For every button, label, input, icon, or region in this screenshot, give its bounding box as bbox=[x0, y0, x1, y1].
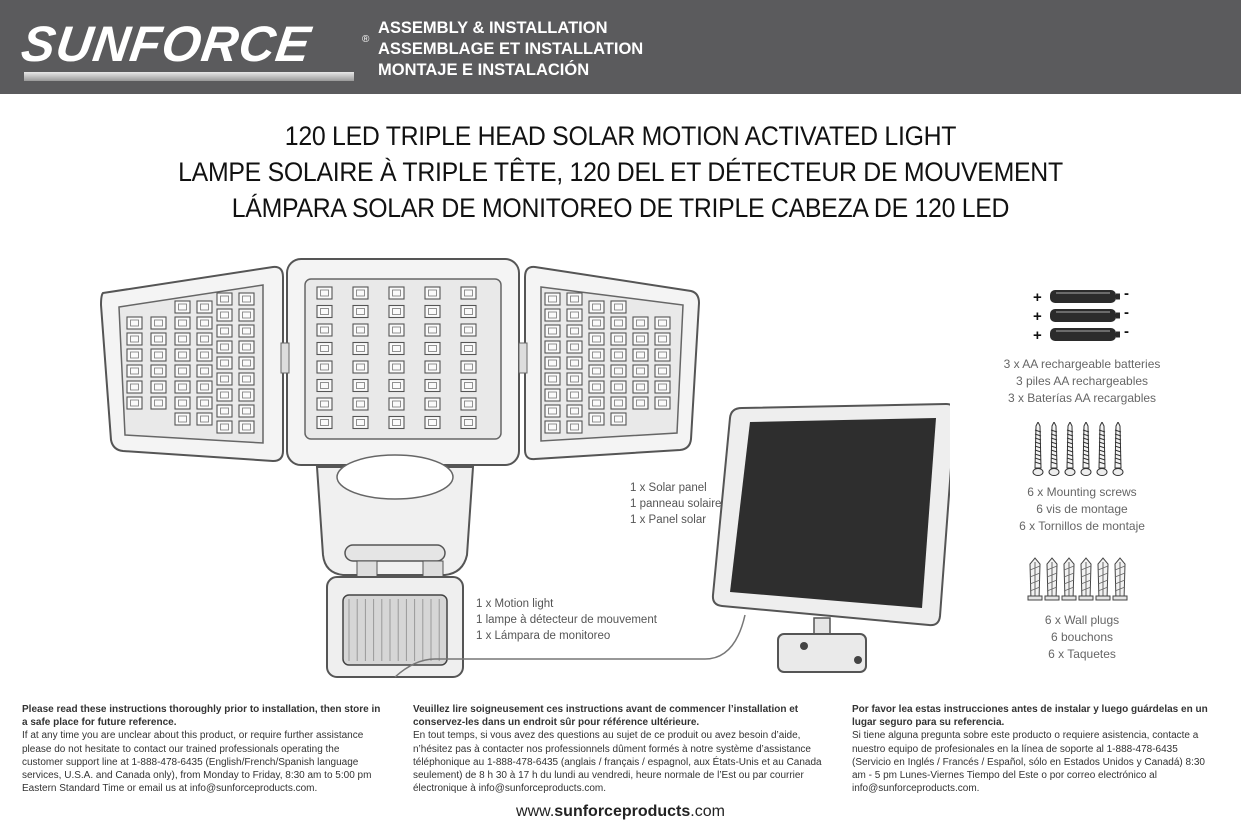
led-icon bbox=[239, 341, 254, 353]
battery-icon bbox=[1050, 328, 1116, 341]
motion-light-caption-en: 1 x Motion light bbox=[476, 598, 554, 610]
led-icon bbox=[655, 381, 670, 393]
instructions-spanish-body: Si tiene alguna pregunta sobre este producto o requiere asistencia, contacte a nuestro equipo de profesionales en la línea de soporte al 1-888-478-6435 (Servicio en Inglés / Francés / Español, sólo en Estados Unidos y Canadá) 8:30 am - 5 pm Lunes-Viernes Tiempo del Este o por correo electrónico al info@sunforceproducts.com. bbox=[852, 730, 1205, 795]
led-icon bbox=[389, 324, 404, 336]
led-icon bbox=[589, 365, 604, 377]
led-icon bbox=[197, 349, 212, 361]
led-icon bbox=[151, 349, 166, 361]
website-link[interactable] bbox=[0, 803, 1241, 821]
led-icon bbox=[389, 417, 404, 429]
header-title-es: MONTAJE E INSTALACIÓN bbox=[378, 61, 590, 79]
led-icon bbox=[611, 333, 626, 345]
led-icon bbox=[353, 343, 368, 355]
led-icon bbox=[425, 287, 440, 299]
batteries-illustration bbox=[1030, 286, 1140, 346]
led-icon bbox=[151, 397, 166, 409]
led-icon bbox=[239, 389, 254, 401]
led-icon bbox=[217, 341, 232, 353]
led-icon bbox=[389, 287, 404, 299]
led-icon bbox=[655, 397, 670, 409]
led-icon bbox=[317, 398, 332, 410]
led-icon bbox=[589, 301, 604, 313]
solar-panel-caption bbox=[630, 480, 721, 528]
led-icon bbox=[217, 373, 232, 385]
led-icon bbox=[567, 421, 582, 433]
product-title-fr: LAMPE SOLAIRE À TRIPLE TÊTE, 120 DEL ET DÉTECTEUR DE MOUVEMENT bbox=[178, 157, 1063, 187]
header-titles bbox=[378, 18, 643, 81]
instructions-french bbox=[413, 703, 838, 795]
led-icon bbox=[197, 381, 212, 393]
led-icon bbox=[611, 397, 626, 409]
led-icon bbox=[317, 343, 332, 355]
led-icon bbox=[217, 421, 232, 433]
led-icon bbox=[545, 357, 560, 369]
svg-text:+: + bbox=[1033, 308, 1042, 325]
led-icon bbox=[317, 287, 332, 299]
led-icon bbox=[425, 380, 440, 392]
led-icon bbox=[175, 317, 190, 329]
led-icon bbox=[353, 324, 368, 336]
instructions-spanish-lead: Por favor lea estas instrucciones antes de instalar y luego guárdelas en un lugar seguro para su referencia. bbox=[852, 704, 1208, 729]
led-icon bbox=[389, 398, 404, 410]
led-icon bbox=[461, 398, 476, 410]
led-icon bbox=[425, 417, 440, 429]
led-icon bbox=[425, 361, 440, 373]
solar-panel-caption-fr: 1 panneau solaire bbox=[630, 498, 722, 510]
screws-caption-es: 6 x Tornillos de montaje bbox=[1019, 519, 1145, 533]
screw-icon bbox=[1033, 469, 1043, 476]
led-icon bbox=[589, 413, 604, 425]
led-icon bbox=[197, 365, 212, 377]
svg-text:+: + bbox=[1033, 289, 1042, 306]
led-icon bbox=[633, 349, 648, 361]
website-prefix: www. bbox=[516, 803, 555, 820]
led-icon bbox=[353, 398, 368, 410]
led-icon bbox=[425, 324, 440, 336]
led-icon bbox=[217, 309, 232, 321]
led-icon bbox=[197, 397, 212, 409]
solar-panel-caption-es: 1 x Panel solar bbox=[630, 514, 707, 526]
led-icon bbox=[127, 365, 142, 377]
led-icon bbox=[217, 293, 232, 305]
led-icon bbox=[461, 361, 476, 373]
led-icon bbox=[461, 417, 476, 429]
sunforce-logo bbox=[18, 14, 370, 84]
led-icon bbox=[545, 325, 560, 337]
led-icon bbox=[567, 341, 582, 353]
led-icon bbox=[317, 324, 332, 336]
led-icon bbox=[317, 380, 332, 392]
led-icon bbox=[353, 361, 368, 373]
led-icon bbox=[127, 317, 142, 329]
header-title-en: ASSEMBLY & INSTALLATION bbox=[378, 19, 608, 37]
led-icon bbox=[461, 380, 476, 392]
led-icon bbox=[567, 293, 582, 305]
led-icon bbox=[633, 397, 648, 409]
screw-icon bbox=[1081, 469, 1091, 476]
wall-plugs-illustration bbox=[1025, 556, 1135, 606]
led-icon bbox=[353, 380, 368, 392]
led-icon bbox=[239, 293, 254, 305]
batteries-caption bbox=[982, 356, 1182, 407]
svg-text:-: - bbox=[1124, 304, 1129, 321]
led-icon bbox=[545, 309, 560, 321]
led-icon bbox=[633, 333, 648, 345]
led-icon bbox=[217, 325, 232, 337]
screw-icon bbox=[1049, 469, 1059, 476]
led-icon bbox=[151, 381, 166, 393]
instructions-french-lead: Veuillez lire soigneusement ces instructions avant de commencer l’installation et conservez-les dans un endroit sûr pour référence ultérieure. bbox=[413, 704, 799, 729]
led-icon bbox=[425, 343, 440, 355]
led-icon bbox=[175, 349, 190, 361]
led-icon bbox=[567, 373, 582, 385]
led-icon bbox=[317, 417, 332, 429]
led-icon bbox=[389, 306, 404, 318]
header-title-fr: ASSEMBLAGE ET INSTALLATION bbox=[378, 40, 644, 58]
battery-icon bbox=[1050, 290, 1116, 303]
led-icon bbox=[197, 301, 212, 313]
led-icon bbox=[633, 381, 648, 393]
solar-panel-caption-en: 1 x Solar panel bbox=[630, 482, 707, 494]
led-icon bbox=[567, 389, 582, 401]
led-icon bbox=[175, 397, 190, 409]
led-icon bbox=[197, 333, 212, 345]
led-icon bbox=[567, 309, 582, 321]
panel-stand-base bbox=[778, 634, 866, 672]
led-icon bbox=[151, 333, 166, 345]
led-icon bbox=[545, 293, 560, 305]
led-icon bbox=[389, 343, 404, 355]
led-icon bbox=[611, 413, 626, 425]
solar-panel-cell bbox=[730, 418, 936, 608]
led-icon bbox=[317, 361, 332, 373]
led-icon bbox=[611, 365, 626, 377]
wall-plugs-caption bbox=[982, 612, 1182, 663]
logo-text: SUNFORCE bbox=[18, 16, 315, 72]
instructions-english-body: If at any time you are unclear about this product, or require further assistance please do not hesitate to contact our trained professionals operating the customer support line at 1-888-478-6435 (English/French/Spanish language services, U.S.A. and Canada only), from Monday to Friday, 8:30 am to 5:00 pm Eastern Standard Time or email us at info@sunforceproducts.com. bbox=[22, 730, 372, 795]
instructions-spanish bbox=[852, 703, 1217, 795]
led-icon bbox=[655, 349, 670, 361]
screw-icon bbox=[1097, 469, 1107, 476]
led-icon bbox=[175, 301, 190, 313]
led-icon bbox=[127, 349, 142, 361]
solar-panel-illustration bbox=[710, 400, 950, 690]
led-icon bbox=[461, 343, 476, 355]
led-icon bbox=[633, 317, 648, 329]
led-icon bbox=[127, 381, 142, 393]
screws-caption-en: 6 x Mounting screws bbox=[1027, 485, 1137, 499]
led-icon bbox=[655, 317, 670, 329]
screws-caption-fr: 6 vis de montage bbox=[1036, 502, 1128, 516]
svg-text:-: - bbox=[1124, 286, 1129, 302]
led-icon bbox=[655, 333, 670, 345]
product-title-es: LÁMPARA SOLAR DE MONITOREO DE TRIPLE CABEZA DE 120 LED bbox=[231, 193, 1010, 223]
led-icon bbox=[425, 306, 440, 318]
led-icon bbox=[317, 306, 332, 318]
led-icon bbox=[127, 397, 142, 409]
led-icon bbox=[175, 365, 190, 377]
led-icon bbox=[127, 333, 142, 345]
led-icon bbox=[239, 405, 254, 417]
motion-light-caption bbox=[476, 596, 657, 644]
led-icon bbox=[151, 365, 166, 377]
product-title bbox=[50, 118, 1192, 226]
led-icon bbox=[655, 365, 670, 377]
svg-text:+: + bbox=[1033, 327, 1042, 344]
screws-caption bbox=[982, 484, 1182, 535]
led-icon bbox=[589, 333, 604, 345]
led-icon bbox=[611, 349, 626, 361]
svg-text:-: - bbox=[1124, 323, 1129, 340]
led-icon bbox=[611, 317, 626, 329]
instructions-english bbox=[22, 703, 382, 795]
led-icon bbox=[461, 306, 476, 318]
led-icon bbox=[545, 421, 560, 433]
instructions-english-lead: Please read these instructions thoroughly prior to installation, then store in a safe place for future reference. bbox=[22, 704, 381, 729]
led-icon bbox=[633, 365, 648, 377]
website-domain: sunforceproducts bbox=[554, 803, 691, 820]
screw-icon bbox=[1113, 469, 1123, 476]
led-icon bbox=[353, 417, 368, 429]
led-icon bbox=[353, 287, 368, 299]
logo-underline bbox=[24, 72, 354, 81]
led-icon bbox=[545, 341, 560, 353]
batteries-caption-fr: 3 piles AA rechargeables bbox=[1015, 374, 1149, 388]
instructions-french-body: En tout temps, si vous avez des questions au sujet de ce produit ou avez besoin d’aide, n’hésitez pas à contacter nos professionnels dûment formés à notre système d’assistance téléphonique au 1-888-478-6435 (anglais / français / espagnol, aux États-Unis et au Canada seulement) de 8 h 30 à 17 h du lundi au vendredi, heure normale de l’Est ou par courrier électronique à info@sunforceproducts.com. bbox=[413, 730, 822, 795]
registered-mark: ® bbox=[362, 34, 370, 45]
led-icon bbox=[175, 333, 190, 345]
led-icon bbox=[175, 381, 190, 393]
motion-light-caption-fr: 1 lampe à détecteur de mouvement bbox=[476, 614, 657, 626]
led-icon bbox=[389, 361, 404, 373]
led-icon bbox=[217, 389, 232, 401]
led-icon bbox=[545, 389, 560, 401]
led-icon bbox=[589, 317, 604, 329]
battery-icon bbox=[1050, 309, 1116, 322]
led-icon bbox=[567, 357, 582, 369]
batteries-caption-en: 3 x AA rechargeable batteries bbox=[1003, 357, 1161, 371]
led-icon bbox=[461, 287, 476, 299]
led-icon bbox=[461, 324, 476, 336]
led-icon bbox=[589, 349, 604, 361]
led-icon bbox=[239, 373, 254, 385]
led-icon bbox=[217, 357, 232, 369]
led-icon bbox=[425, 398, 440, 410]
product-title-en: 120 LED TRIPLE HEAD SOLAR MOTION ACTIVATED LIGHT bbox=[284, 121, 957, 151]
led-icon bbox=[589, 381, 604, 393]
led-icon bbox=[217, 405, 232, 417]
led-icon bbox=[151, 317, 166, 329]
led-icon bbox=[175, 413, 190, 425]
screws-illustration bbox=[1030, 422, 1130, 480]
led-icon bbox=[567, 325, 582, 337]
wall-plugs-caption-en: 6 x Wall plugs bbox=[1044, 613, 1120, 627]
led-icon bbox=[239, 357, 254, 369]
led-icon bbox=[239, 309, 254, 321]
led-icon bbox=[197, 317, 212, 329]
led-icon bbox=[545, 405, 560, 417]
wall-plugs-caption-fr: 6 bouchons bbox=[1050, 630, 1114, 644]
motion-light-caption-es: 1 x Lámpara de monitoreo bbox=[476, 630, 611, 642]
led-icon bbox=[611, 381, 626, 393]
led-icon bbox=[239, 325, 254, 337]
led-icon bbox=[389, 380, 404, 392]
led-icon bbox=[589, 397, 604, 409]
batteries-caption-es: 3 x Baterías AA recargables bbox=[1007, 391, 1157, 405]
led-icon bbox=[611, 301, 626, 313]
website-suffix: .com bbox=[690, 803, 725, 820]
led-icon bbox=[545, 373, 560, 385]
header-bar bbox=[0, 0, 1241, 94]
led-icon bbox=[239, 421, 254, 433]
motion-light-illustration bbox=[95, 255, 815, 695]
led-icon bbox=[353, 306, 368, 318]
wall-plugs-caption-es: 6 x Taquetes bbox=[1048, 647, 1116, 661]
led-icon bbox=[567, 405, 582, 417]
screw-icon bbox=[1065, 469, 1075, 476]
led-icon bbox=[197, 413, 212, 425]
